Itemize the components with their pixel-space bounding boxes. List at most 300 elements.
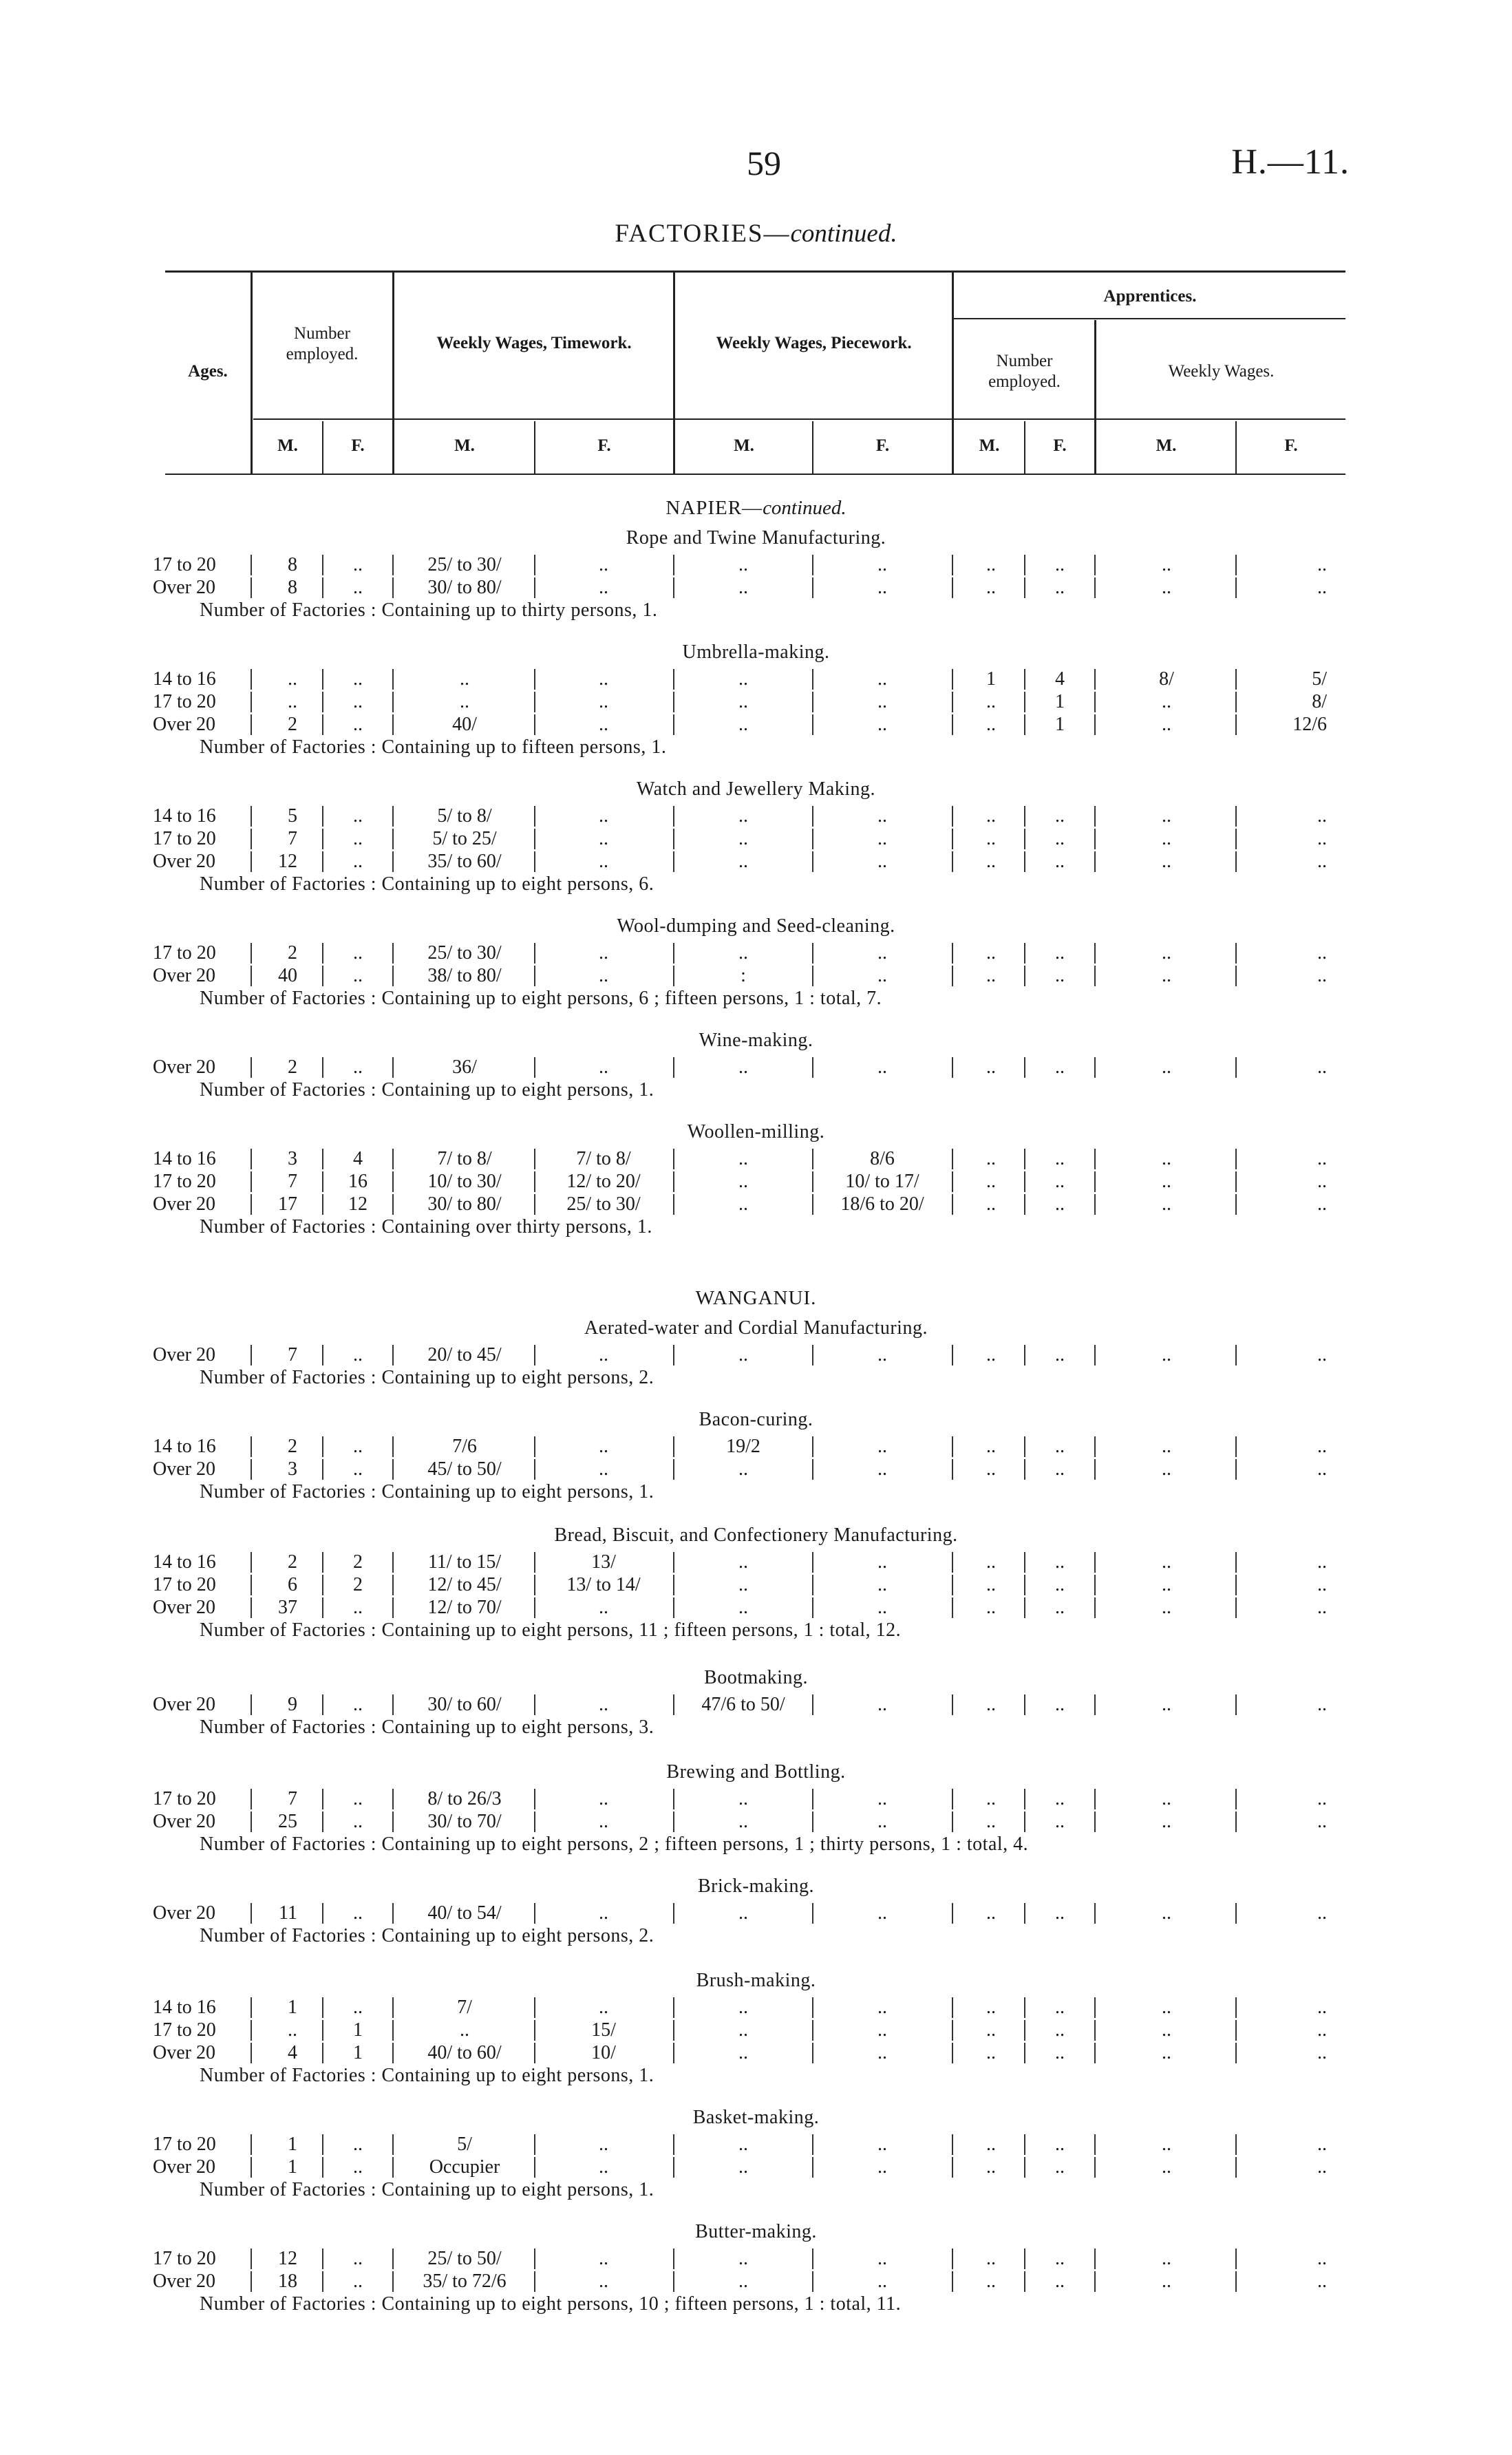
column-rule (1235, 1997, 1237, 2018)
column-rule (812, 1997, 813, 2018)
column-rule (392, 1789, 394, 1809)
column-rule (1094, 1903, 1096, 1924)
table-cell: .. (1317, 2042, 1327, 2063)
table-cell: .. (986, 577, 996, 598)
table-row (0, 850, 1512, 873)
table-cell: 37 (278, 1597, 297, 1618)
column-rule (1094, 1997, 1096, 2018)
column-rule (534, 2157, 535, 2178)
column-rule (1024, 2249, 1025, 2269)
table-cell: .. (738, 577, 748, 598)
table-cell: .. (1317, 1902, 1327, 1924)
column-rule (251, 2043, 252, 2063)
factories-note: Number of Factories : Containing up to eight persons, 1. (200, 1481, 654, 1502)
table-cell: 12/ to 45/ (427, 1574, 502, 1595)
column-rule (1094, 577, 1096, 598)
table-cell: 12/6 (1292, 714, 1327, 735)
table-cell: .. (1055, 1694, 1065, 1715)
table-cell: 8/ (1159, 668, 1174, 690)
column-rule (251, 2157, 252, 2178)
column-rule (1094, 851, 1096, 872)
table-cell: .. (1317, 1171, 1327, 1192)
table-cell: 13/ (591, 1551, 616, 1573)
table-cell: 25/ to 50/ (427, 2248, 502, 2269)
header-divider (251, 270, 253, 474)
column-rule (1024, 2134, 1025, 2155)
table-cell: .. (1162, 828, 1171, 849)
table-cell: .. (1317, 1458, 1327, 1480)
column-rule (673, 1436, 674, 1457)
column-rule (392, 1149, 394, 1169)
table-cell: .. (986, 1344, 996, 1365)
table-cell: .. (599, 668, 608, 690)
table-cell: .. (1317, 1344, 1327, 1365)
table-cell: .. (599, 851, 608, 872)
table-cell: .. (288, 2019, 297, 2041)
table-cell: .. (1055, 2042, 1065, 2063)
column-rule (1235, 577, 1237, 598)
table-cell: .. (738, 1056, 748, 1078)
page-title: FACTORIES—continued. (615, 220, 897, 248)
table-cell: .. (1162, 691, 1171, 712)
table-cell: .. (738, 1551, 748, 1573)
table-cell: 1 (986, 668, 996, 690)
table-row (0, 668, 1512, 690)
table-cell: 8/6 (870, 1148, 895, 1169)
column-rule (534, 1149, 535, 1169)
column-rule (812, 2043, 813, 2063)
table-cell: .. (1055, 2134, 1065, 2155)
column-rule (1235, 2020, 1237, 2041)
column-rule (1094, 1149, 1096, 1169)
header-bottom-rule (165, 474, 1345, 475)
table-cell: 4 (353, 1148, 363, 1169)
column-rule (1235, 1194, 1237, 1215)
column-rule (952, 1436, 953, 1457)
table-cell: .. (1162, 965, 1171, 986)
table-cell: .. (986, 2271, 996, 2292)
table-cell: .. (1162, 1597, 1171, 1618)
column-rule (322, 1345, 323, 1365)
table-row (0, 1596, 1512, 1619)
column-rule (322, 1171, 323, 1192)
column-rule (673, 1459, 674, 1480)
column-rule (1024, 1459, 1025, 1480)
header-divider (1094, 320, 1096, 474)
table-cell: .. (1162, 805, 1171, 827)
district-heading (0, 497, 1512, 520)
table-cell: .. (353, 668, 363, 690)
column-rule (673, 714, 674, 735)
table-cell: 2 (288, 714, 297, 735)
table-cell: 3 (288, 1458, 297, 1480)
column-rule (534, 829, 535, 849)
table-cell: .. (1162, 2271, 1171, 2292)
column-rule (1235, 714, 1237, 735)
table-row (0, 1170, 1512, 1193)
age-group: Over 20 (153, 1902, 215, 1924)
column-rule (952, 1575, 953, 1595)
column-rule (392, 806, 394, 827)
column-rule (673, 806, 674, 827)
table-cell: .. (599, 2248, 608, 2269)
table-cell: .. (986, 2156, 996, 2178)
column-rule (392, 1171, 394, 1192)
column-rule (251, 1997, 252, 2018)
column-rule (1024, 2043, 1025, 2063)
header-wages-time: Weekly Wages, Timework. (436, 334, 632, 352)
column-rule (251, 851, 252, 872)
column-rule (534, 1811, 535, 1832)
table-cell: .. (460, 691, 469, 712)
header-divider (952, 270, 954, 474)
column-rule (322, 1194, 323, 1215)
table-cell: .. (738, 554, 748, 575)
table-cell: .. (1317, 2156, 1327, 2178)
table-cell: .. (877, 2156, 887, 2178)
table-cell: 36/ (452, 1056, 477, 1078)
column-rule (534, 1194, 535, 1215)
table-cell: .. (986, 1436, 996, 1457)
table-cell: .. (1317, 577, 1327, 598)
column-rule (812, 714, 813, 735)
column-rule (251, 1597, 252, 1618)
column-rule (812, 577, 813, 598)
column-rule (322, 1597, 323, 1618)
table-cell: .. (986, 2042, 996, 2063)
column-rule (534, 1903, 535, 1924)
table-cell: .. (1162, 2019, 1171, 2041)
column-rule (1094, 2134, 1096, 2155)
header-apprentices: Apprentices. (1103, 287, 1197, 306)
table-row (0, 576, 1512, 599)
table-cell: .. (353, 805, 363, 827)
column-rule (534, 966, 535, 986)
table-cell: .. (353, 2271, 363, 2292)
header-divider (392, 270, 394, 474)
column-rule (534, 2020, 535, 2041)
column-rule (673, 669, 674, 690)
header-f: F. (1284, 436, 1298, 455)
table-cell: 18 (278, 2271, 297, 2292)
table-row (0, 1056, 1512, 1078)
column-rule (534, 2271, 535, 2292)
column-rule (673, 1057, 674, 1078)
table-cell: .. (877, 2019, 887, 2041)
table-cell: .. (738, 805, 748, 827)
column-rule (673, 829, 674, 849)
table-cell: 2 (288, 942, 297, 964)
table-cell: .. (1317, 1193, 1327, 1215)
column-rule (952, 2134, 953, 2155)
table-cell: .. (877, 1788, 887, 1809)
column-rule (251, 1171, 252, 1192)
header-f: F. (1053, 436, 1067, 455)
table-cell: .. (738, 1902, 748, 1924)
table-cell: .. (288, 691, 297, 712)
table-cell: .. (877, 1997, 887, 2018)
table-cell: .. (1055, 2019, 1065, 2041)
age-group: Over 20 (153, 2042, 215, 2063)
factories-note: Number of Factories : Containing up to eight persons, 10 ; fifteen persons, 1 : total, 11. (200, 2293, 902, 2315)
column-rule (534, 1171, 535, 1192)
table-cell: .. (877, 2042, 887, 2063)
table-cell: .. (1055, 1811, 1065, 1832)
age-group: Over 20 (153, 2271, 215, 2292)
table-cell: .. (599, 1997, 608, 2018)
table-row (0, 1693, 1512, 1716)
column-rule (534, 851, 535, 872)
column-rule (1235, 1436, 1237, 1457)
column-rule (1024, 2020, 1025, 2041)
column-rule (251, 1057, 252, 1078)
district-heading (0, 1287, 1512, 1310)
column-rule (1235, 2157, 1237, 2178)
table-row (0, 964, 1512, 987)
table-cell: .. (1317, 1597, 1327, 1618)
column-rule (673, 1811, 674, 1832)
column-rule (322, 1997, 323, 2018)
table-cell: 40/ to 54/ (427, 1902, 502, 1924)
table-cell: .. (738, 1597, 748, 1618)
column-rule (1094, 555, 1096, 575)
mf-rule (253, 418, 1345, 420)
column-rule (673, 2043, 674, 2063)
column-rule (1235, 1694, 1237, 1715)
table-cell: .. (1317, 805, 1327, 827)
apprentices-rule (953, 318, 1345, 319)
column-rule (952, 2020, 953, 2041)
column-rule (534, 1789, 535, 1809)
age-group: Over 20 (153, 1458, 215, 1480)
table-cell: .. (599, 1902, 608, 1924)
table-cell: .. (353, 577, 363, 598)
column-rule (952, 829, 953, 849)
column-rule (812, 829, 813, 849)
column-rule (952, 806, 953, 827)
table-cell: .. (877, 1902, 887, 1924)
column-rule (1024, 555, 1025, 575)
column-rule (1235, 1459, 1237, 1480)
column-rule (1235, 966, 1237, 986)
table-row (0, 2019, 1512, 2041)
table-cell: 1 (1055, 714, 1065, 735)
table-row (0, 1147, 1512, 1170)
column-rule (1094, 692, 1096, 712)
table-cell: 1 (353, 2042, 363, 2063)
column-rule (1094, 1552, 1096, 1573)
table-cell: .. (599, 1056, 608, 1078)
table-row (0, 1787, 1512, 1810)
table-cell: .. (1055, 1458, 1065, 1480)
table-cell: .. (1055, 577, 1065, 598)
table-cell: .. (353, 554, 363, 575)
column-rule (673, 555, 674, 575)
header-top-rule (165, 270, 1345, 273)
table-cell: .. (1055, 2271, 1065, 2292)
table-cell: 5/ (1312, 668, 1327, 690)
column-rule (812, 943, 813, 964)
trade-heading: Wool-dumping and Seed-cleaning. (617, 915, 895, 937)
table-cell: 1 (288, 2156, 297, 2178)
column-rule (1235, 1149, 1237, 1169)
column-rule (1094, 2157, 1096, 2178)
table-cell: .. (1162, 2248, 1171, 2269)
table-cell: 12/ to 70/ (427, 1597, 502, 1618)
column-rule (952, 1997, 953, 2018)
column-rule (1024, 943, 1025, 964)
column-rule (812, 1345, 813, 1365)
header-m: M. (734, 436, 754, 455)
column-rule (952, 1694, 953, 1715)
column-rule (322, 1694, 323, 1715)
column-rule (392, 1057, 394, 1078)
table-cell: .. (986, 1574, 996, 1595)
column-rule (322, 806, 323, 827)
column-rule (322, 2020, 323, 2041)
table-cell: .. (986, 942, 996, 964)
table-cell: .. (986, 1694, 996, 1715)
column-rule (322, 555, 323, 575)
column-rule (534, 1345, 535, 1365)
age-group: Over 20 (153, 2156, 215, 2178)
column-rule (534, 943, 535, 964)
header-f: F. (875, 436, 890, 455)
table-cell: 7/6 (452, 1436, 477, 1457)
table-cell: .. (738, 1574, 748, 1595)
column-rule (1024, 1597, 1025, 1618)
column-rule (812, 2157, 813, 2178)
table-row (0, 1902, 1512, 1924)
column-rule (952, 2043, 953, 2063)
table-cell: .. (353, 1694, 363, 1715)
table-cell: 38/ to 80/ (427, 965, 502, 986)
table-cell: .. (738, 1788, 748, 1809)
table-cell: 20/ to 45/ (427, 1344, 502, 1365)
table-cell: .. (738, 1458, 748, 1480)
column-rule (251, 2271, 252, 2292)
column-rule (1024, 1171, 1025, 1192)
table-cell: .. (738, 1344, 748, 1365)
table-cell: .. (1317, 2134, 1327, 2155)
column-rule (1094, 1171, 1096, 1192)
factories-note: Number of Factories : Containing up to eight persons, 6. (200, 873, 654, 895)
column-rule (1094, 1194, 1096, 1215)
factories-note: Number of Factories : Containing up to eight persons, 3. (200, 1717, 654, 1738)
table-cell: .. (1317, 554, 1327, 575)
age-group: 17 to 20 (153, 828, 216, 849)
table-cell: .. (353, 1344, 363, 1365)
column-rule (534, 1694, 535, 1715)
column-rule (1024, 1811, 1025, 1832)
column-rule (952, 1597, 953, 1618)
column-rule (322, 692, 323, 712)
table-cell: .. (460, 2019, 469, 2041)
column-rule (251, 1194, 252, 1215)
table-cell: .. (877, 942, 887, 964)
table-cell: 2 (288, 1551, 297, 1573)
table-cell: .. (1162, 1344, 1171, 1365)
table-cell: .. (1162, 1056, 1171, 1078)
age-group: Over 20 (153, 1344, 215, 1365)
column-rule (952, 1811, 953, 1832)
column-rule (534, 692, 535, 712)
header-f: F. (597, 436, 611, 455)
table-cell: .. (1162, 851, 1171, 872)
page-number: 59 (747, 144, 781, 182)
column-rule (392, 555, 394, 575)
column-rule (673, 2020, 674, 2041)
table-cell: .. (1317, 1574, 1327, 1595)
column-rule (392, 1459, 394, 1480)
table-cell: .. (738, 2134, 748, 2155)
table-cell: .. (986, 691, 996, 712)
table-cell: .. (986, 1458, 996, 1480)
table-cell: .. (353, 1788, 363, 1809)
column-rule (1024, 829, 1025, 849)
table-cell: .. (1055, 2248, 1065, 2269)
column-rule (251, 555, 252, 575)
header-app-number-employed: Number employed. (988, 352, 1061, 391)
column-rule (1235, 692, 1237, 712)
table-cell: .. (1317, 1056, 1327, 1078)
column-rule (392, 692, 394, 712)
age-group: 17 to 20 (153, 942, 216, 964)
table-cell: 4 (1055, 668, 1065, 690)
table-cell: .. (738, 1148, 748, 1169)
table-cell: .. (1162, 2042, 1171, 2063)
column-rule (812, 851, 813, 872)
table-cell: .. (738, 1171, 748, 1192)
age-group: Over 20 (153, 1193, 215, 1215)
age-group: Over 20 (153, 577, 215, 598)
table-row (0, 2041, 1512, 2064)
table-cell: .. (877, 1344, 887, 1365)
trade-heading: Brush-making. (696, 1970, 816, 1991)
table-cell: 16 (348, 1171, 368, 1192)
table-cell: .. (877, 577, 887, 598)
column-rule (392, 1597, 394, 1618)
table-cell: 19/2 (726, 1436, 760, 1457)
column-rule (534, 2043, 535, 2063)
age-group: 17 to 20 (153, 1574, 216, 1595)
column-rule (673, 2134, 674, 2155)
column-rule (1024, 669, 1025, 690)
column-rule (952, 1789, 953, 1809)
column-rule (812, 669, 813, 690)
column-rule (392, 1436, 394, 1457)
column-rule (1094, 1345, 1096, 1365)
table-cell: .. (1317, 942, 1327, 964)
table-cell: .. (1162, 714, 1171, 735)
column-rule (322, 829, 323, 849)
table-cell: .. (877, 1597, 887, 1618)
trade-heading: Brewing and Bottling. (666, 1761, 846, 1783)
column-rule (322, 714, 323, 735)
table-cell: .. (877, 965, 887, 986)
column-rule (251, 1436, 252, 1457)
age-group: 14 to 16 (153, 1436, 216, 1457)
column-rule (1024, 806, 1025, 827)
table-cell: 2 (353, 1551, 363, 1573)
column-rule (1235, 1171, 1237, 1192)
table-cell: .. (877, 668, 887, 690)
table-cell: 7 (288, 828, 297, 849)
table-cell: .. (1055, 805, 1065, 827)
header-f: F. (351, 436, 365, 455)
column-rule (1024, 2157, 1025, 2178)
column-rule (1235, 1789, 1237, 1809)
